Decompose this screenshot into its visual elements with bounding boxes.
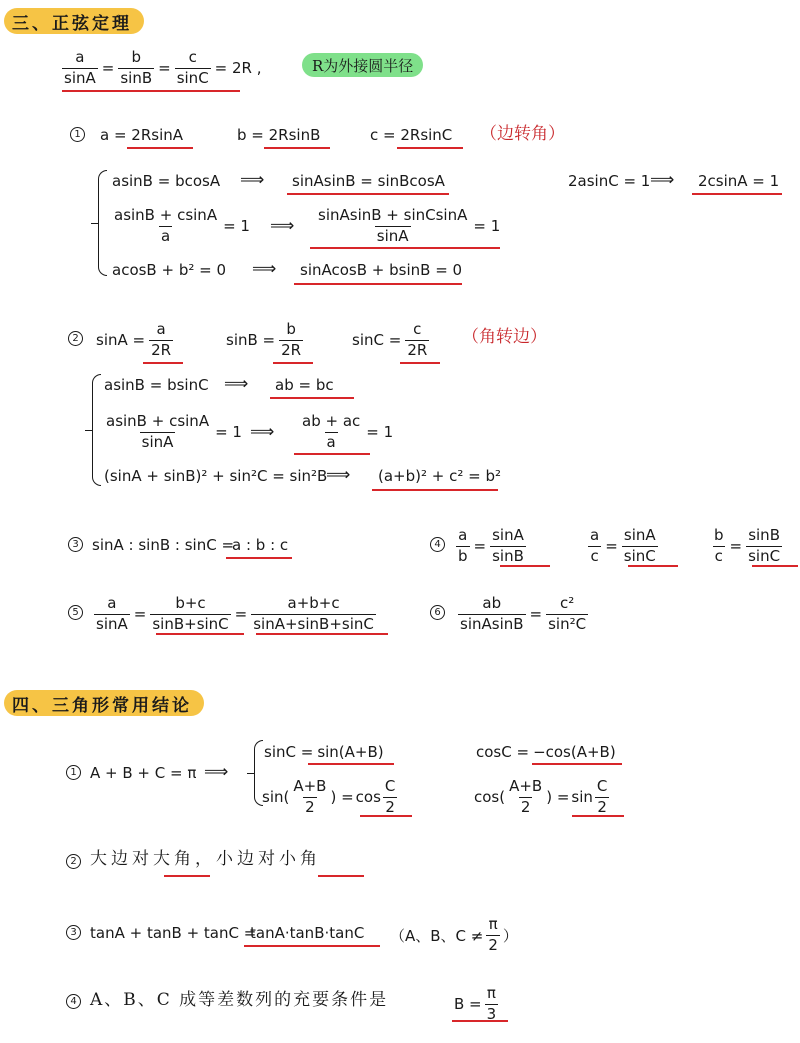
underline [360,815,412,817]
underline [400,362,440,364]
row3-right: (a+b)² + c² = b² [378,467,502,485]
section-3-title: 三、正弦定理 [12,13,132,34]
sin-half-identity: sin( $\frac{A+B}{2}$ ) = cos $\frac{C}{2}$ [262,777,396,816]
section-3-header [4,8,144,34]
sinA-a-over-2R: sinA = $\frac{a}{2R}$ [96,320,172,359]
cosC-identity: cosC = −cos(A+B) [476,743,616,761]
tag-side-to-angle: （边转角） [480,124,565,144]
number-badge-1: 1 [66,765,81,780]
row1-left: asinB = bcosA [112,172,221,190]
underline [628,565,678,567]
side-angle-rule: 大边对大角，小边对小角 [90,849,321,869]
row2-left: $\frac{asinB + csinA}{\sin A}$ = 1 [106,412,242,451]
number-badge-2: 2 [66,854,81,869]
underline [273,362,313,364]
angle-sum: A + B + C = π [90,764,197,782]
eq-b-2RsinB: b = 2RsinB [237,126,321,144]
sum-ratio: $\frac{a}{\sin A}$ = $\frac{b+c}{\sin B+\sin C}$ = $\frac{a+b+c}{\sin A+\sin B+\sin C}$ [96,594,374,633]
number-badge-1: 1 [70,127,85,142]
brace-1 [98,170,107,276]
underline [270,397,354,399]
implies-arrow: ⟹ [224,374,247,394]
tan-product: tanA·tanB·tanC [250,924,365,942]
underline [143,362,183,364]
underline [532,763,622,765]
implies-arrow: ⟹ [650,170,673,190]
frac-a-sinA: $\frac{a}{\sin A}$ [64,48,96,87]
implies-arrow: ⟹ [250,422,273,442]
arithmetic-sequence-condition: A、B、C 成等差数列的充要条件是 [90,990,389,1010]
underline [318,875,364,877]
tan-condition: （A、B、C ≠ $\frac{\pi}{2}$ ） [390,915,518,954]
underline [287,193,449,195]
row3-right: sinAcosB + bsinB = 0 [300,261,463,279]
underline [294,453,370,455]
number-badge-4: 4 [66,994,81,1009]
underline [310,247,500,249]
a-b-ratio: $\frac{a}{b}$ = $\frac{\sin A}{\sin B}$ [458,526,524,565]
number-badge-5: 5 [68,605,83,620]
implies-arrow: ⟹ [326,465,349,485]
underline [256,633,388,635]
underline [244,945,380,947]
row1-right: ab = bc [275,376,334,394]
number-badge-4: 4 [430,537,445,552]
number-badge-3: 3 [68,537,83,552]
frac-c-sinC: $\frac{c}{\sin C}$ [176,48,209,87]
row2-left: $\frac{asinB + csinA}{a}$ = 1 [114,206,250,245]
row2-right: $\frac{\text{sinAsinB + sinCsinA}}{\sin A}$ = 1 [318,206,501,245]
underline [452,1020,508,1022]
underline [500,565,550,567]
underline [752,565,798,567]
underline [226,557,292,559]
a-c-ratio: $\frac{a}{c}$ = $\frac{\sin A}{\sin C}$ [590,526,656,565]
implies-arrow: ⟹ [270,216,293,236]
underline [156,633,244,635]
underline [294,283,462,285]
underline [127,147,193,149]
underline [62,90,240,92]
implies-arrow: ⟹ [204,762,227,782]
row2-right: $\frac{ab + ac}{a}$ = 1 [302,412,394,451]
extra-right: 2csinA = 1 [698,172,780,190]
cos-half-identity: cos( $\frac{A+B}{2}$ ) = sin $\frac{C}{2}$ [474,777,608,816]
row3-left: acosB + b² = 0 [112,261,227,279]
number-badge-2: 2 [68,331,83,346]
number-badge-3: 3 [66,925,81,940]
number-badge-6: 6 [430,605,445,620]
row1-right: sinAsinB = sinBcosA [292,172,445,190]
row1-left: asinB = bsinC [104,376,209,394]
eq-a-2RsinA: a = 2RsinA [100,126,184,144]
brace-2 [92,374,101,486]
underline [397,147,463,149]
underline [572,815,624,817]
section-4-header [4,690,204,716]
extra-left: 2asinC = 1 [568,172,651,190]
sinC-identity: sinC = sin(A+B) [264,743,384,761]
underline [308,763,394,765]
underline [692,193,782,195]
implies-arrow: ⟹ [252,259,275,279]
underline [264,147,330,149]
frac-b-sinB: $\frac{b}{\sin B}$ [120,48,153,87]
sinB-b-over-2R: sinB = $\frac{b}{2R}$ [226,320,302,359]
law-of-sines-main: $\frac{a}{\sin A}$ = $\frac{b}{\sin B}$ = $\frac{c}{\sin C}$ = 2R , [64,48,262,87]
eq-2R: = 2R , [214,59,262,78]
B-equals-pi-over-3: B = $\frac{\pi}{3}$ [454,984,497,1023]
implies-arrow: ⟹ [240,170,263,190]
eq-c-2RsinC: c = 2RsinC [370,126,453,144]
ratio-sines: sinA : sinB : sinC = [92,536,235,554]
note-highlight [302,53,423,77]
section-4-title: 四、三角形常用结论 [12,695,192,716]
sinC-c-over-2R: sinC = $\frac{c}{2R}$ [352,320,428,359]
ab-over-sinAsinB: $\frac{ab}{\text{sinAsinB}}$ = $\frac{\text{c²}}{\text{sin²C}}$ [460,594,587,633]
row3-left: (sinA + sinB)² + sin²C = sin²B [104,467,328,485]
underline [164,875,210,877]
b-c-ratio: $\frac{b}{c}$ = $\frac{\sin B}{\sin C}$ [714,526,781,565]
ratio-sides: a : b : c [232,536,289,554]
tan-sum-left: tanA + tanB + tanC = [90,924,257,942]
note-text: R为外接圆半径 [312,56,414,75]
tag-angle-to-side: （角转边） [462,327,547,347]
underline [372,489,498,491]
